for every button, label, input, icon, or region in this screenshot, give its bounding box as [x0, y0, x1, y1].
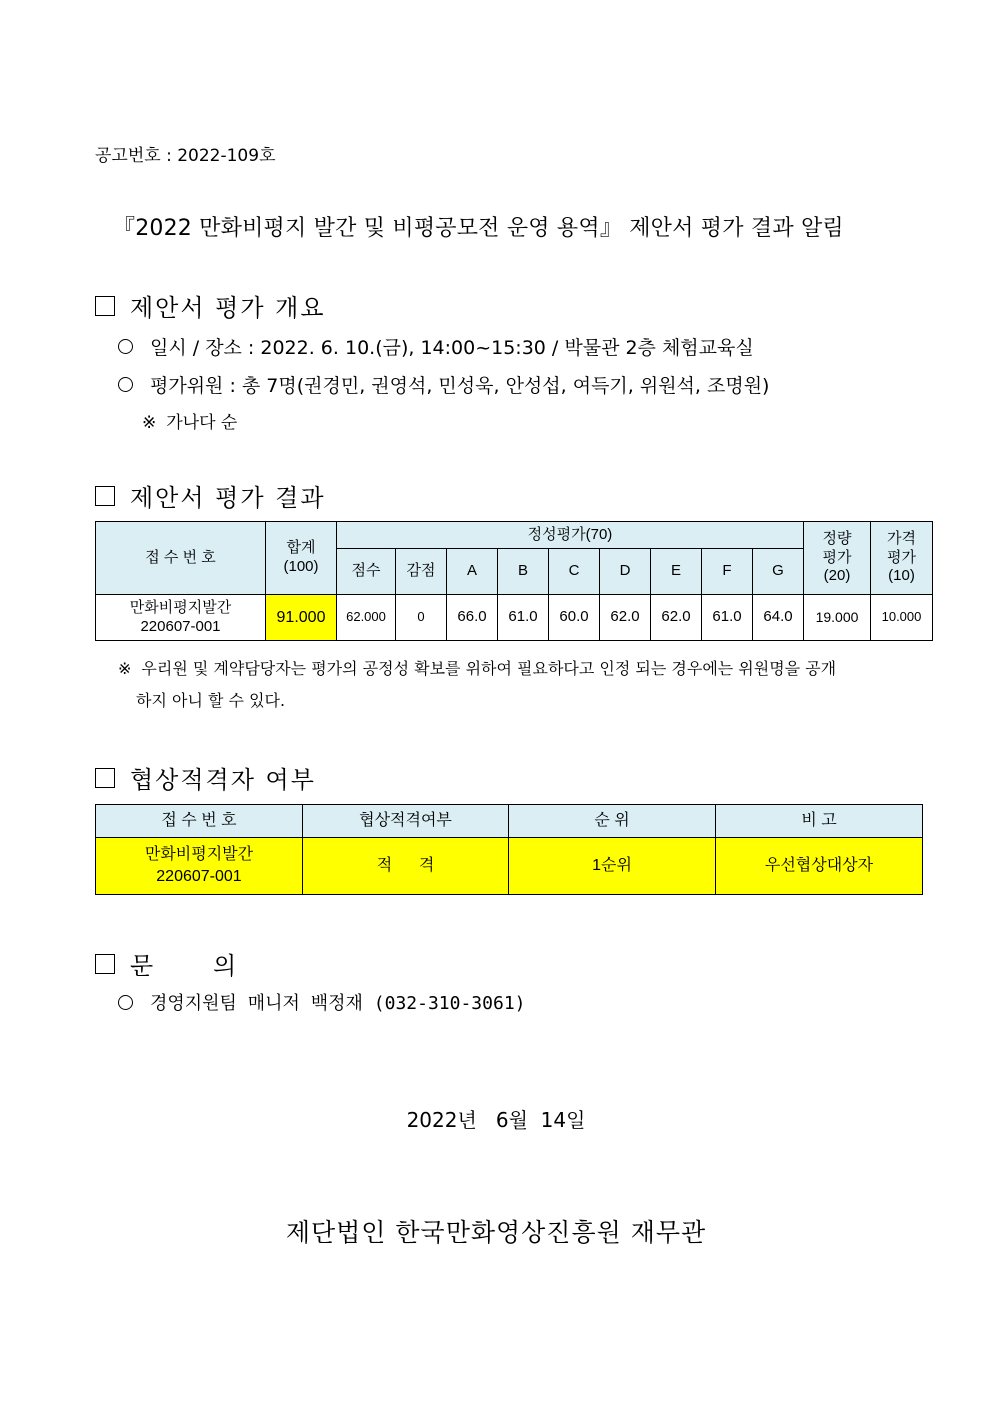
section-eligibility-label: 협상적격자 여부 — [130, 766, 316, 794]
receipt-name: 만화비평지발간 — [129, 598, 232, 616]
section-overview-label: 제안서 평가 개요 — [130, 294, 326, 322]
remark-line-2: 하지 아니 할 수 있다. — [136, 691, 286, 710]
header-eligibility: 협상적격여부 — [303, 805, 509, 838]
header-a: A — [447, 549, 498, 595]
cell-b: 61.0 — [498, 595, 549, 641]
receipt-number: 220607-001 — [140, 617, 221, 635]
cell-g: 64.0 — [753, 595, 804, 641]
evaluation-remark — [118, 653, 836, 717]
overview-note-text: 가나다 순 — [166, 413, 238, 433]
reference-mark-icon: ※ — [142, 413, 157, 433]
section-result-label: 제안서 평가 결과 — [130, 484, 326, 512]
checkbox-square-icon — [95, 486, 115, 506]
table-row — [96, 838, 923, 895]
inquiry-contact-text: 경영지원팀 매니저 백정재 (032-310-3061) — [150, 993, 526, 1014]
header-rank: 순 위 — [509, 805, 716, 838]
cell-c: 60.0 — [549, 595, 600, 641]
cell-price: 10.000 — [871, 595, 933, 641]
cell-f: 61.0 — [702, 595, 753, 641]
cell-remarks: 우선협상대상자 — [716, 838, 923, 895]
document-title: 『2022 만화비평지 발간 및 비평공모전 운영 용역』 제안서 평가 결과 알림 — [113, 216, 844, 241]
header-quant-line2: 평가 — [822, 548, 852, 566]
header-total-sub: (100) — [283, 558, 319, 575]
header-g: G — [753, 549, 804, 595]
overview-datetime-item — [118, 333, 754, 360]
header-f: F — [702, 549, 753, 595]
header-e: E — [651, 549, 702, 595]
checkbox-square-icon — [95, 954, 115, 974]
issuer-name: 제단법인 한국만화영상진흥원 재무관 — [285, 1218, 707, 1247]
header-quantitative — [804, 522, 871, 595]
header-b: B — [498, 549, 549, 595]
cell-a: 66.0 — [447, 595, 498, 641]
circle-bullet-icon — [118, 339, 133, 354]
header-price — [871, 522, 933, 595]
overview-note — [142, 408, 237, 433]
header-quant-line3: (20) — [823, 567, 851, 585]
remark-line-1-text: 우리원 및 계약담당자는 평가의 공정성 확보를 위하여 필요하다고 인정 되는 경우에는 위원명을 공개 — [141, 659, 837, 678]
cell-deduction: 0 — [396, 595, 447, 641]
section-result-heading — [95, 478, 326, 513]
header-receipt-number: 접 수 번 호 — [96, 805, 303, 838]
header-score: 점수 — [337, 549, 396, 595]
overview-evaluators-text: 평가위원 : 총 7명(권경민, 권영석, 민성욱, 안성섭, 여득기, 위원석, 조명원) — [150, 375, 770, 397]
header-quant-line1: 정량 — [822, 529, 852, 547]
header-total — [266, 522, 337, 595]
cell-eligibility: 적 격 — [303, 838, 509, 895]
reference-mark-icon: ※ — [118, 659, 132, 678]
header-d: D — [600, 549, 651, 595]
announcement-date: 2022년 6월 14일 — [406, 1108, 586, 1132]
checkbox-square-icon — [95, 768, 115, 788]
receipt-number: 220607-001 — [156, 868, 242, 885]
checkbox-square-icon — [95, 296, 115, 316]
header-deduction: 감점 — [396, 549, 447, 595]
receipt-name: 만화비평지발간 — [144, 846, 254, 864]
cell-receipt — [96, 595, 266, 641]
remark-line-1 — [118, 653, 836, 685]
inquiry-contact-item — [118, 989, 526, 1015]
header-price-line1: 가격 — [887, 529, 916, 547]
table-row — [96, 595, 933, 641]
cell-rank: 1순위 — [509, 838, 716, 895]
header-receipt-number: 접 수 번 호 — [96, 522, 266, 595]
cell-e: 62.0 — [651, 595, 702, 641]
cell-score: 62.000 — [337, 595, 396, 641]
header-price-line2: 평가 — [887, 548, 916, 566]
header-price-line3: (10) — [888, 567, 915, 585]
header-c: C — [549, 549, 600, 595]
section-inquiry-label: 문 의 — [130, 952, 239, 980]
cell-quantitative: 19.000 — [804, 595, 871, 641]
header-qualitative: 정성평가(70) — [337, 522, 804, 549]
circle-bullet-icon — [118, 995, 133, 1010]
section-inquiry-heading — [95, 946, 238, 981]
cell-d: 62.0 — [600, 595, 651, 641]
cell-receipt — [96, 838, 303, 895]
overview-evaluators-item — [118, 371, 769, 398]
cell-total: 91.000 — [266, 595, 337, 641]
evaluation-result-table — [95, 521, 933, 641]
notice-number: 공고번호 : 2022-109호 — [95, 146, 276, 166]
eligibility-table — [95, 804, 923, 895]
header-remarks: 비 고 — [716, 805, 923, 838]
section-eligibility-heading — [95, 760, 316, 795]
overview-datetime-text: 일시 / 장소 : 2022. 6. 10.(금), 14:00~15:30 / 박물관 2층 체험교육실 — [150, 337, 754, 359]
circle-bullet-icon — [118, 377, 133, 392]
header-total-label: 합계 — [286, 539, 316, 557]
section-overview-heading — [95, 288, 326, 323]
